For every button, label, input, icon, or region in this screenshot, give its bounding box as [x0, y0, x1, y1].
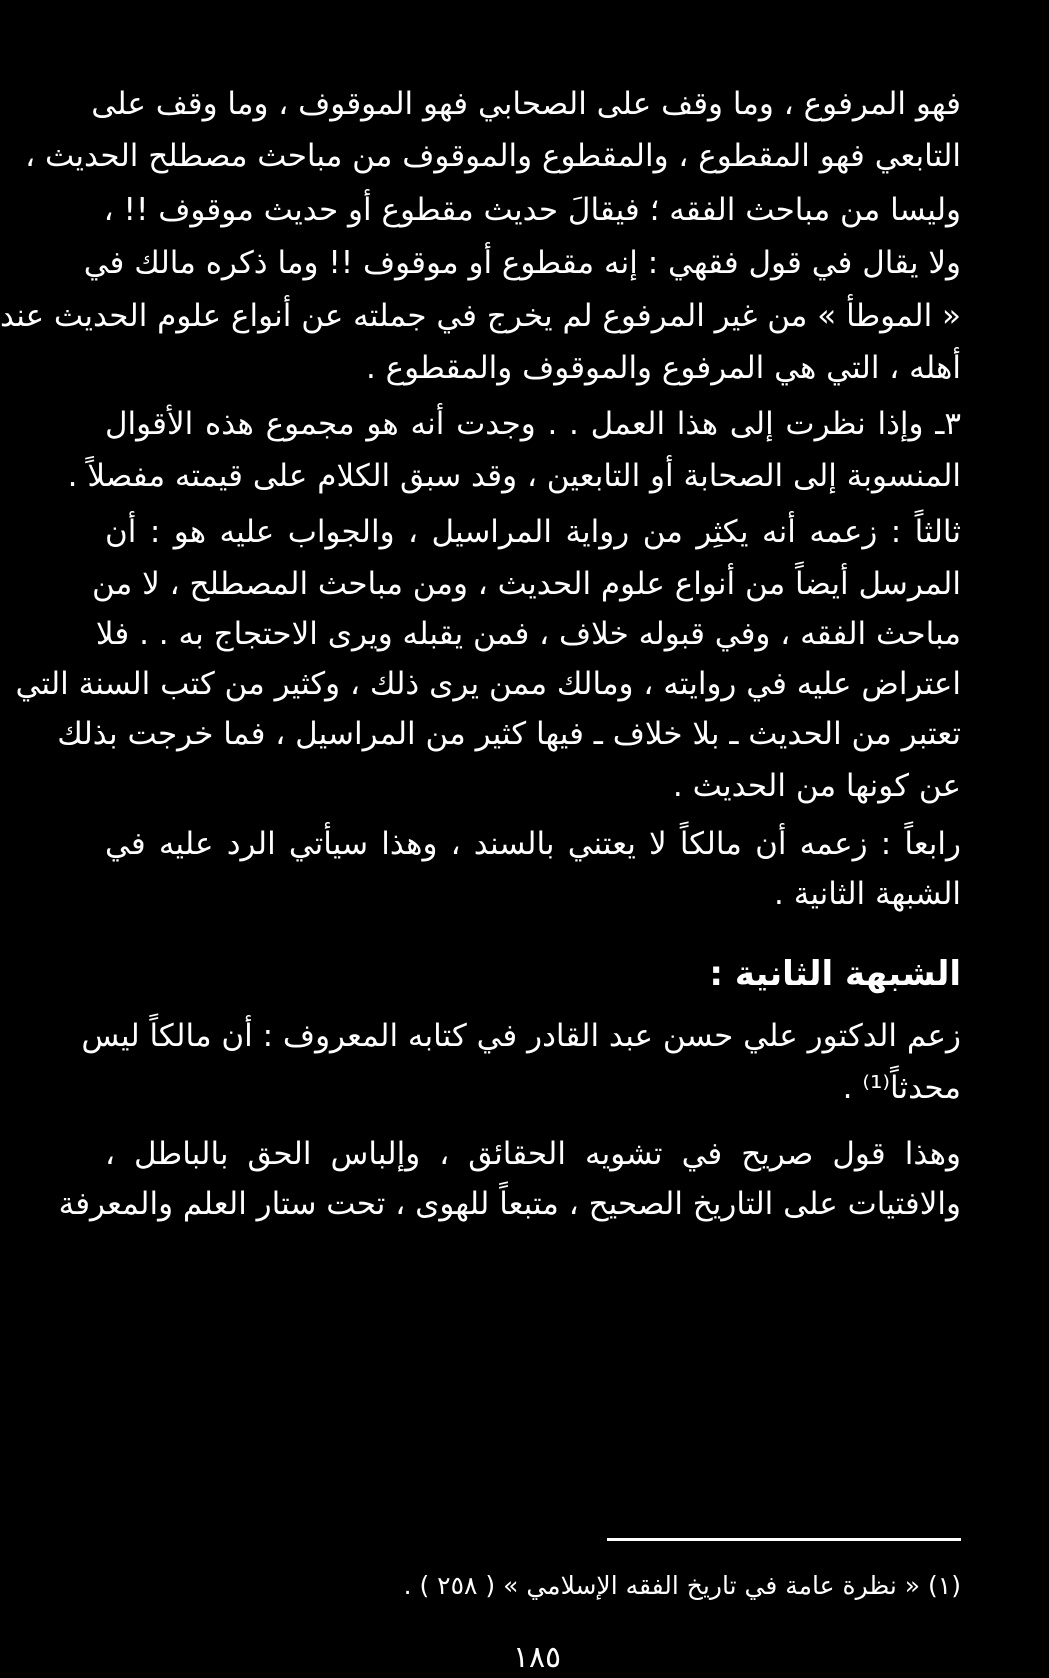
footnote: (١) « نظرة عامة في تاريخ الفقه الإسلامي » ( ٢٥٨ ) . — [403, 1571, 961, 1600]
text-line: اعتراض عليه في روايته ، ومالك ممن يرى ذلك ، وكثير من كتب السنة التي — [15, 666, 961, 702]
text-line: والافتيات على التاريخ الصحيح ، متبعاً للهوى ، تحت ستار العلم والمعرفة — [58, 1186, 961, 1222]
text-line: المنسوبة إلى الصحابة أو التابعين ، وقد سبق الكلام على قيمته مفصلاً . — [67, 458, 961, 494]
section-heading: الشبهة الثانية : — [709, 954, 961, 994]
text-line: ثالثاً : زعمه أنه يكثِر من رواية المراسيل ، والجواب عليه هو : أن — [105, 514, 961, 550]
footnote-rule — [607, 1538, 961, 1541]
text-line: الشبهة الثانية . — [774, 876, 961, 912]
text-line: مباحث الفقه ، وفي قبوله خلاف ، فمن يقبله ويرى الاحتجاج به . . فلا — [95, 616, 961, 652]
text-line: ولا يقال في قول فقهي : إنه مقطوع أو موقوف !! وما ذكره مالك في — [83, 245, 961, 281]
text-line: رابعاً : زعمه أن مالكاً لا يعتني بالسند ، وهذا سيأتي الرد عليه في — [105, 826, 961, 862]
text-line: المرسل أيضاً من أنواع علوم الحديث ، ومن مباحث المصطلح ، لا من — [92, 566, 961, 602]
text-line: فهو المرفوع ، وما وقف على الصحابي فهو الموقوف ، وما وقف على — [91, 86, 961, 122]
text-line: محدثاً⁽¹⁾ . — [842, 1070, 961, 1106]
text-line: أهله ، التي هي المرفوع والموقوف والمقطوع . — [365, 350, 961, 386]
page-number: ١٨٥ — [512, 1640, 562, 1675]
text-line: التابعي فهو المقطوع ، والمقطوع والموقوف من مباحث مصطلح الحديث ، — [25, 138, 961, 174]
text-line: « الموطأ » من غير المرفوع لم يخرج في جملته عن أنواع علوم الحديث عند — [0, 298, 961, 334]
text-line: ٣ـ وإذا نظرت إلى هذا العمل . . وجدت أنه هو مجموع هذه الأقوال — [105, 406, 961, 442]
text-line: عن كونها من الحديث . — [672, 768, 961, 804]
text-line: وليسا من مباحث الفقه ؛ فيقالَ حديث مقطوع أو حديث موقوف !! ، — [103, 192, 961, 228]
text-line: وهذا قول صريح في تشويه الحقائق ، وإلباس الحق بالباطل ، — [105, 1136, 961, 1172]
text-line: زعم الدكتور علي حسن عبد القادر في كتابه المعروف : أن مالكاً ليس — [81, 1018, 961, 1054]
text-line: تعتبر من الحديث ـ بلا خلاف ـ فيها كثير من المراسيل ، فما خرجت بذلك — [57, 716, 961, 752]
